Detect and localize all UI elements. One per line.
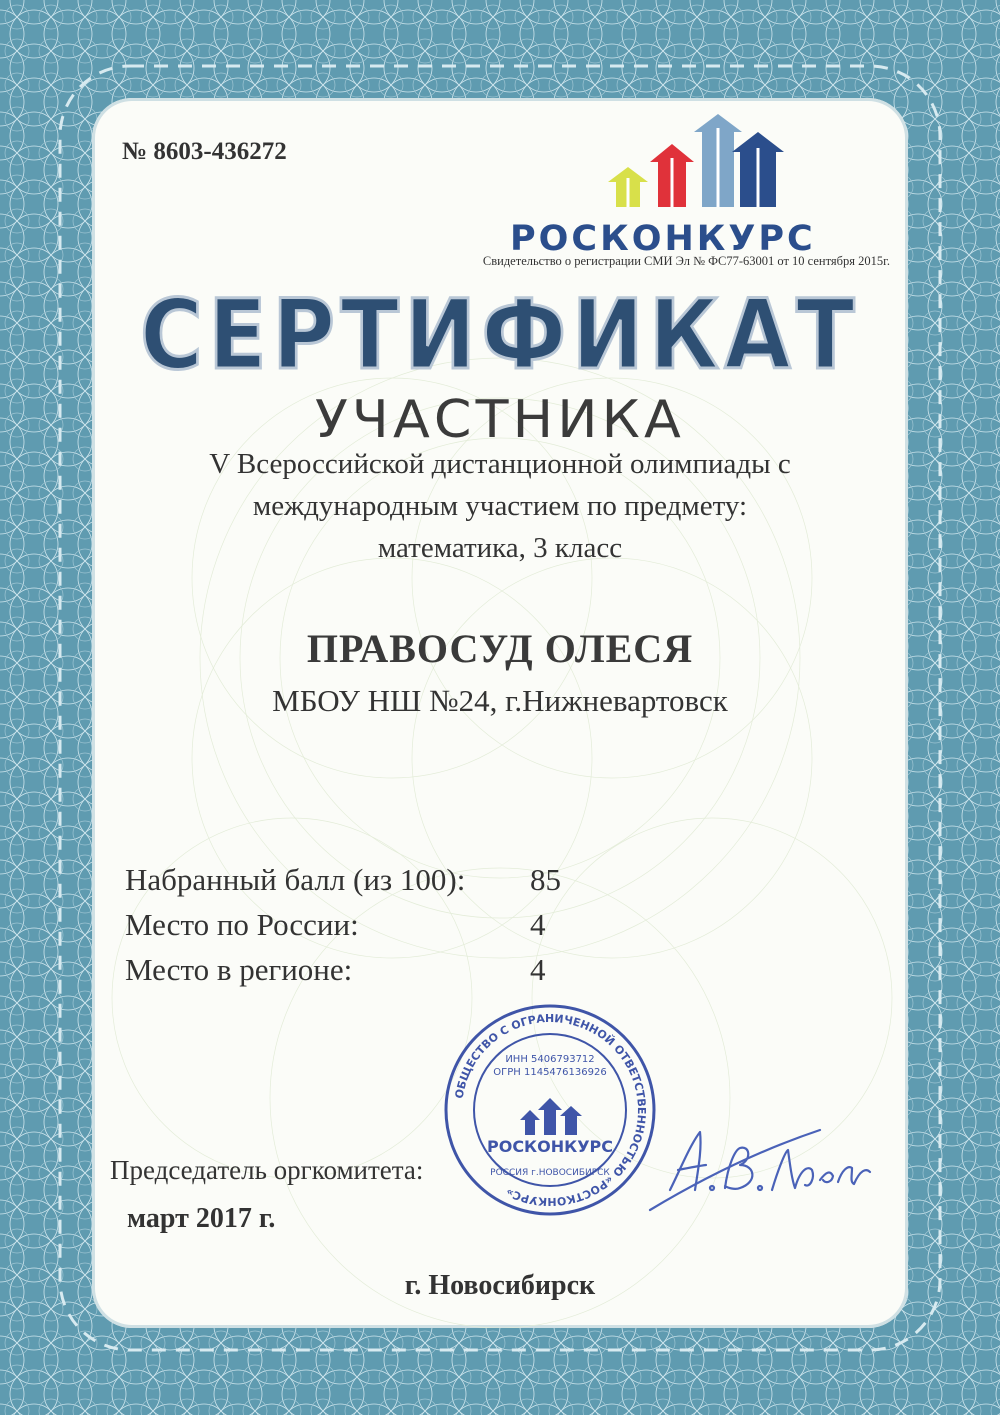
stamp-inn: ИНН 5406793712 <box>505 1054 595 1065</box>
stamp-ogrn: ОГРН 1145476136926 <box>493 1067 607 1078</box>
russia-rank-label: Место по России: <box>125 907 359 942</box>
rostkonkurs-logo <box>500 112 900 262</box>
subtitle-text: УЧАСТНИКА <box>315 390 685 445</box>
participant-name: ПРАВОСУД ОЛЕСЯ <box>306 626 694 671</box>
region-rank-value: 4 <box>530 952 546 987</box>
stamp-bottom-text: РОССИЯ г.НОВОСИБИРСК <box>490 1168 610 1178</box>
stamp-ring-text: ОБЩЕСТВО С ОГРАНИЧЕННОЙ ОТВЕТСТВЕННОСТЬЮ «РОСТКОНКУРС» <box>452 1011 649 1209</box>
russia-rank-value: 4 <box>530 907 546 942</box>
certificate-title <box>130 280 870 390</box>
score-label: Набранный балл (из 100): <box>125 862 466 897</box>
certificate-number: № 8603-436272 <box>122 138 287 165</box>
signature <box>640 1110 900 1220</box>
issue-date: март 2017 г. <box>127 1203 276 1234</box>
score-value: 85 <box>530 862 561 897</box>
organization-stamp <box>440 1000 660 1220</box>
olympiad-line-2: международным участием по предмету: <box>252 490 748 522</box>
title-text: СЕРТИФИКАТ <box>140 280 860 390</box>
olympiad-line-1: V Всероссийской дистанционной олимпиады с <box>209 448 791 480</box>
chairman-label: Председатель оргкомитета: <box>110 1155 424 1185</box>
school-name: МБОУ НШ №24, г.Нижневартовск <box>272 683 728 718</box>
issue-city: г. Новосибирск <box>404 1270 596 1301</box>
region-rank-label: Место в регионе: <box>125 952 353 987</box>
stamp-brand: РОСКОНКУРС <box>486 1137 614 1156</box>
brand-name: РОСКОНКУРС <box>510 219 816 259</box>
registration-text: Свидетельство о регистрации СМИ Эл № ФС77-63001 от 10 сентября 2015г. <box>482 254 890 268</box>
subject-line: математика, 3 класс <box>377 532 623 564</box>
certificate-subtitle <box>300 385 700 445</box>
